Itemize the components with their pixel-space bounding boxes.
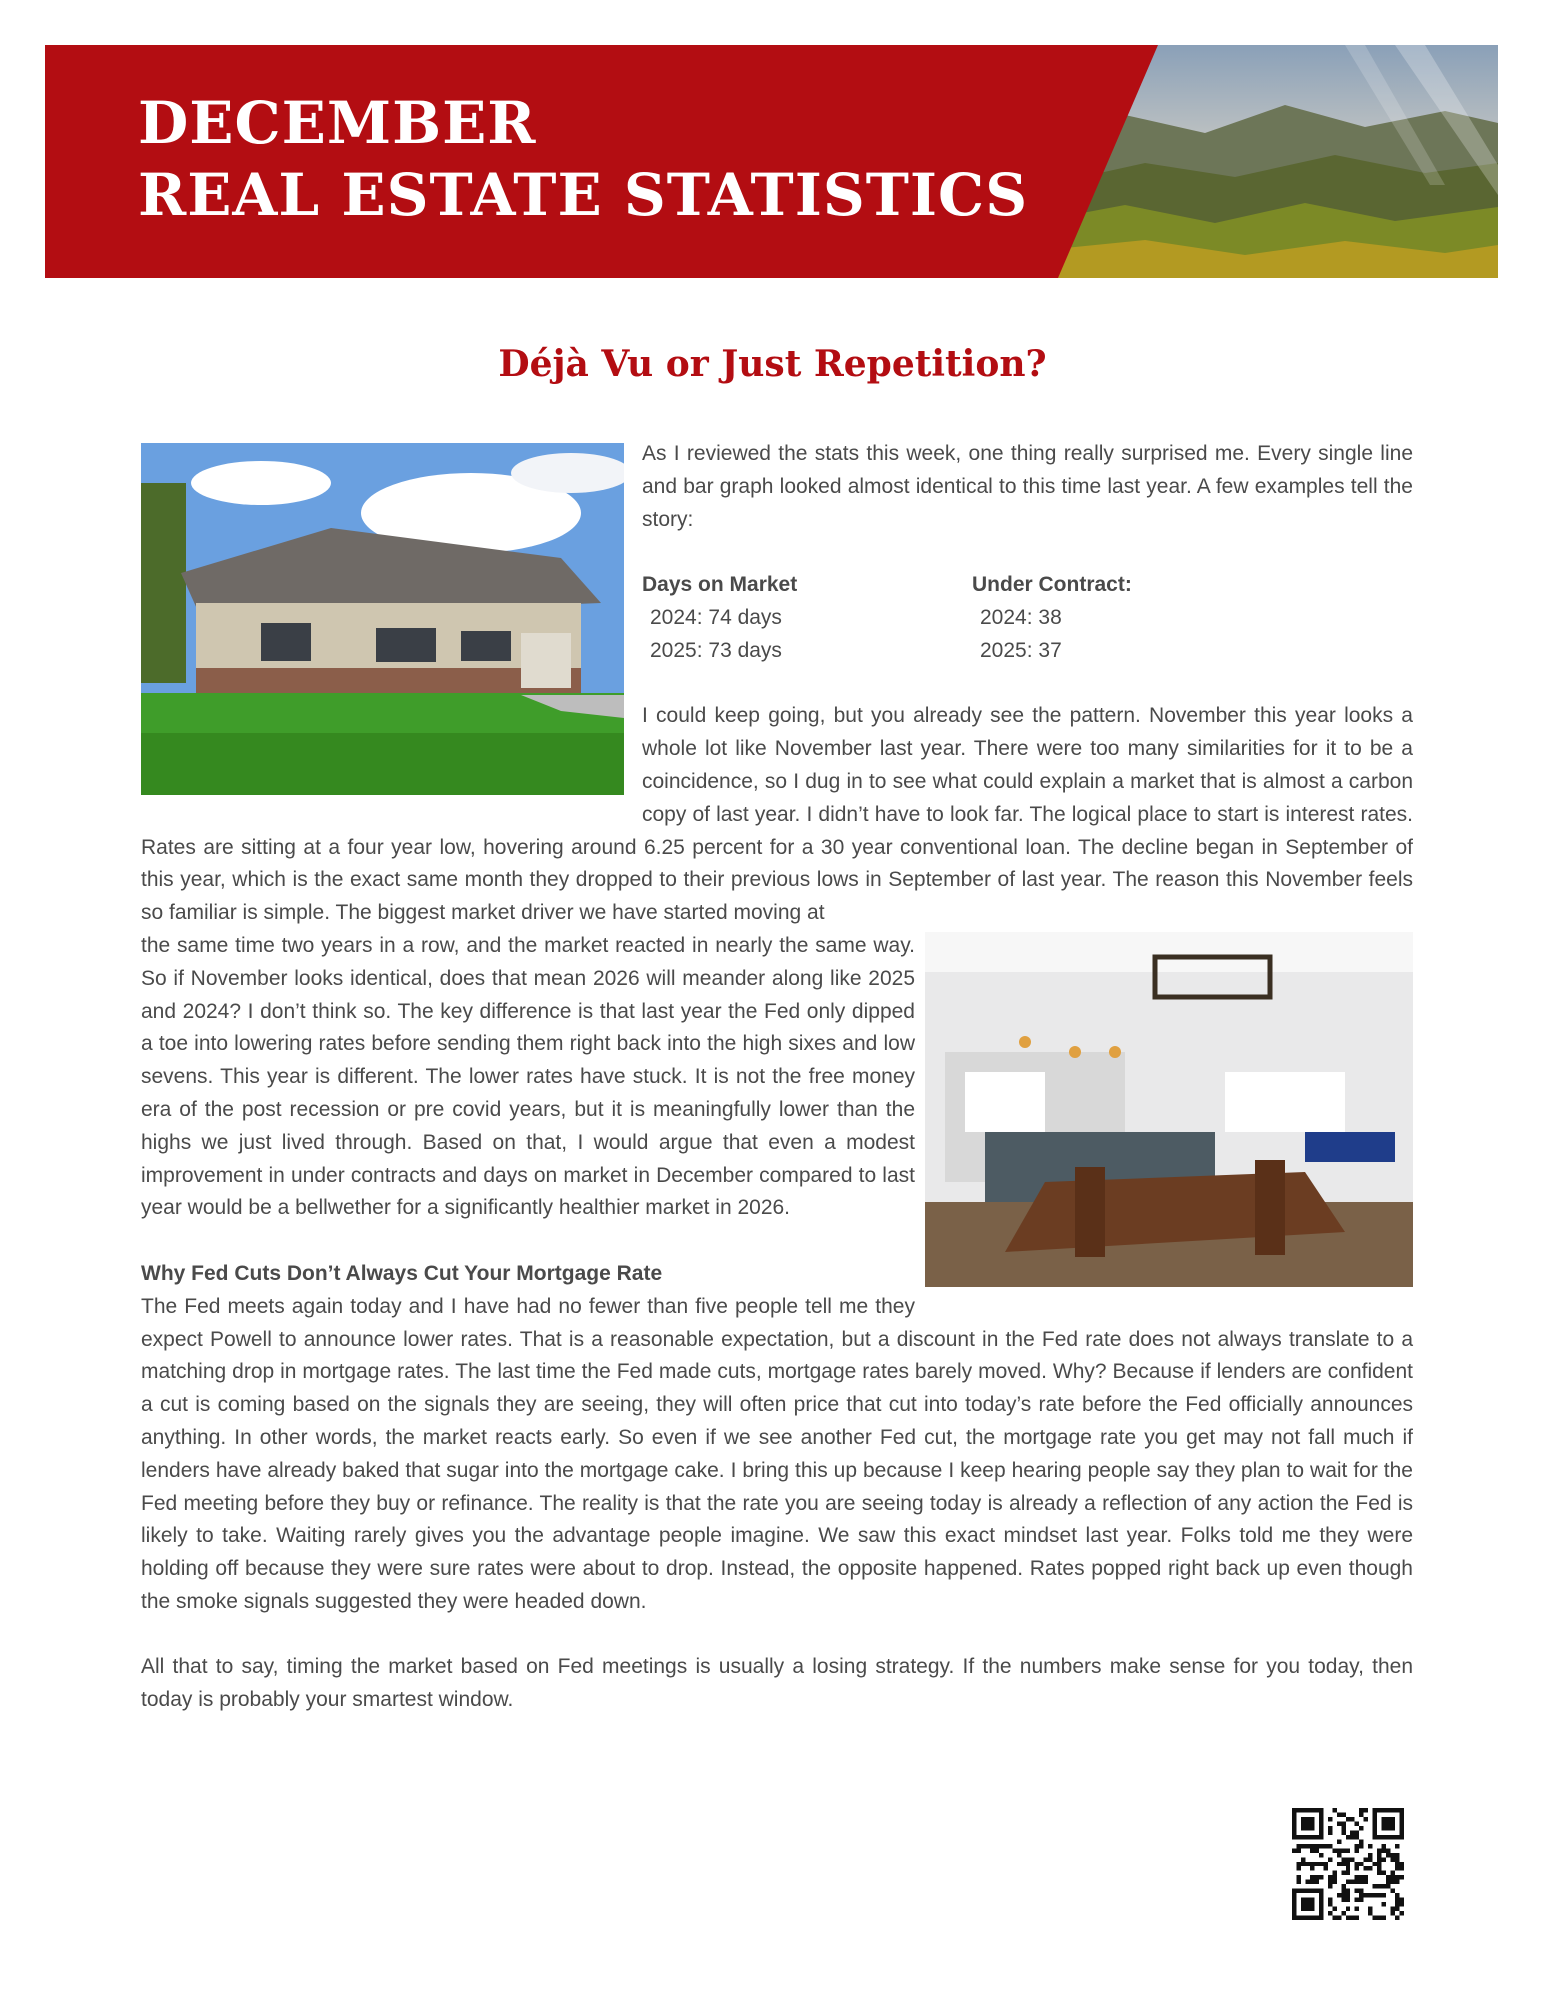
- days-on-market-stat: [642, 569, 972, 667]
- article-title: Déjà Vu or Just Repetition?: [498, 343, 1047, 385]
- stat-row: 2024: 38: [980, 605, 1062, 629]
- under-contract-stat: [972, 569, 1302, 667]
- analysis-paragraph: I could keep going, but you already see the pattern. November this year looks a whole lot like November last year. There were too many similarities for it to be a coincidence, so I dug in to see what could explain a market that is almost a carbon copy of last year. I didn’t have to look far. The logical place to start is interest rates. Rates are sitting at a four year low, hovering around 6.25 percent for a 30 year conventional loan. The decline began in September of this year, which is the exact same month they dropped to their previous lows in September of last year. The reason this November feels so familiar is simple. The biggest market driver we have started moving at: [141, 704, 1413, 925]
- qr-code[interactable]: [1292, 1808, 1404, 1920]
- page-title: [138, 87, 1028, 231]
- intro-paragraph: As I reviewed the stats this week, one thing really surprised me. Every single line and bar graph looked almost identical to this time last year. A few examples tell the story:: [642, 442, 1413, 531]
- header-banner: [45, 45, 1498, 278]
- stats-comparison: [642, 569, 1413, 667]
- stat-row: 2025: 37: [980, 638, 1062, 662]
- title-line-2: REAL ESTATE STATISTICS: [138, 161, 1029, 229]
- closing-paragraph: All that to say, timing the market based on Fed meetings is usually a losing strategy. If the numbers make sense for you today, then today is probably your smartest window.: [141, 1655, 1413, 1712]
- section-heading: Why Fed Cuts Don’t Always Cut Your Mortgage Rate: [141, 1261, 663, 1285]
- stat-row: 2025: 73 days: [650, 638, 782, 662]
- article-body: [141, 438, 1413, 1717]
- stat-row: 2024: 74 days: [650, 605, 782, 629]
- stat-label: Under Contract:: [972, 573, 1132, 597]
- stat-label: Days on Market: [642, 573, 798, 597]
- analysis-paragraph-continued: the same time two years in a row, and the market reacted in nearly the same way. So if November looks identical, does that mean 2026 will meander along like 2025 and 2024? I don’t think so. The key difference is that last year the Fed only dipped a toe into lowering rates before sending them right back into the high sixes and low sevens. This year is different. The lower rates have stuck. It is not the free money era of the post recession or pre covid years, but it is meaningfully lower than the highs we just lived through. Based on that, I would argue that even a modest improvement in under contracts and days on market in December compared to last year would be a bellwether for a significantly healthier market in 2026.: [141, 933, 915, 1220]
- title-line-1: DECEMBER: [138, 89, 537, 157]
- fed-cuts-paragraph: The Fed meets again today and I have had no fewer than five people tell me they expect Powell to announce lower rates. That is a reasonable expectation, but a discount in the Fed rate does not always translate to a matching drop in mortgage rates. The last time the Fed made cuts, mortgage rates barely moved. Why? Because if lenders are confident a cut is coming based on the signals they are seeing, they will often price that cut into today’s rate before the Fed officially announces anything. In other words, the market reacts early. So even if we see another Fed cut, the mortgage rate you get may not fall much if lenders have already baked that sugar into the mortgage cake. I bring this up because I keep hearing people say they plan to wait for the Fed meeting before they buy or refinance. The reality is that the rate you are seeing today is already a reflection of any action the Fed is likely to take. Waiting rarely gives you the advantage people imagine. We saw this exact mindset last year. Folks told me they were holding off because they were sure rates were about to drop. Instead, the opposite happened. Rates popped right back up even though the smoke signals suggested they were headed down.: [141, 1294, 1413, 1613]
- house-exterior-photo: [141, 443, 624, 795]
- dining-kitchen-photo: [925, 932, 1413, 1287]
